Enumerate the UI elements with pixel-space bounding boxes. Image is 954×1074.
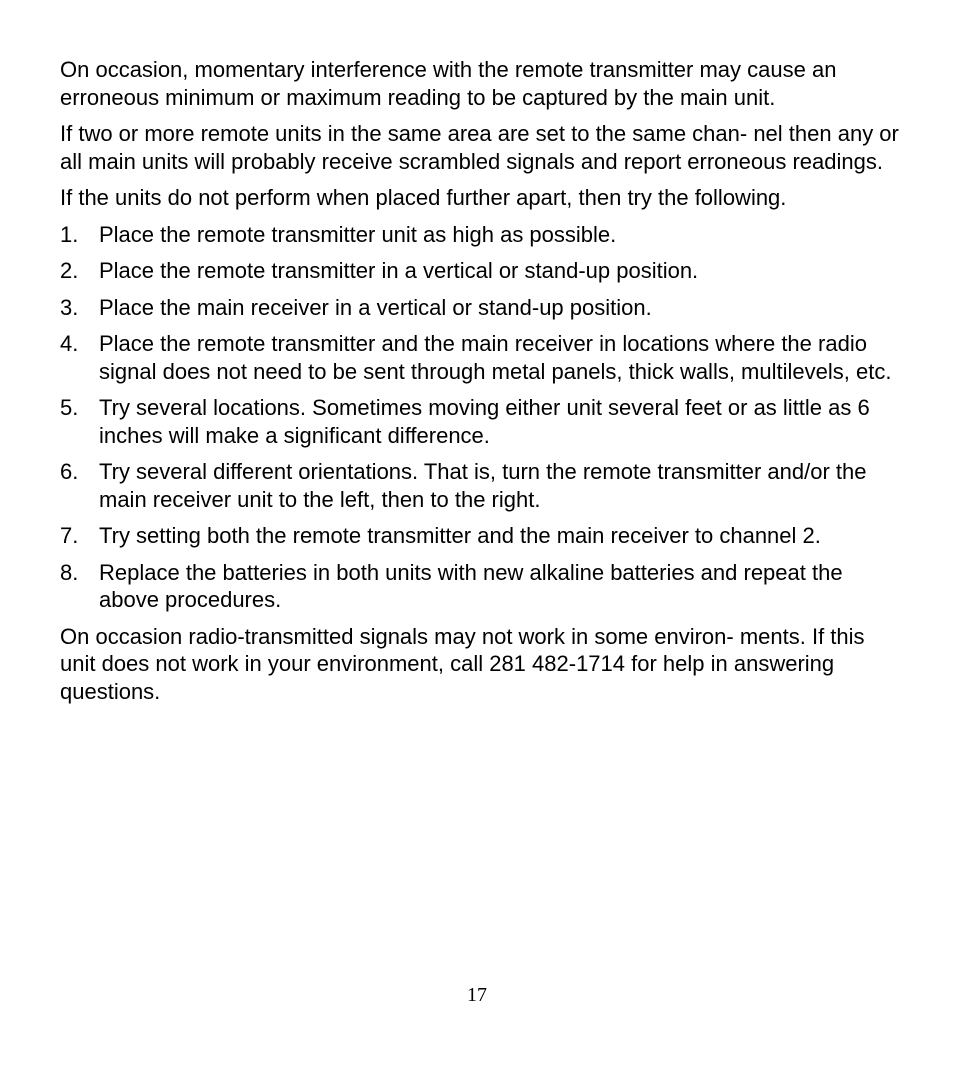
step-text: Replace the batteries in both units with new alkaline batteries and repeat the above procedures. [99,559,843,612]
troubleshooting-steps [60,221,900,614]
step-text: Place the remote transmitter unit as high as possible. [99,221,617,247]
step-number: 4. [60,331,79,356]
step-text: Place the remote transmitter and the main receiver in locations where the radio signal does not need to be sent through metal panels, thick walls, multilevels, etc. [99,331,892,384]
page-body [60,56,900,714]
step-number: 8. [60,559,79,585]
step-number: 1. [60,221,79,247]
step-text: Place the main receiver in a vertical or stand-up position. [99,294,652,320]
step-number: 3. [60,294,79,320]
step-number: 2. [60,258,79,283]
step-item [60,458,900,513]
paragraph-interference: On occasion, momentary interference with the remote transmitter may cause an erroneous minimum or maximum reading to be captured by the main unit. [60,57,837,110]
paragraph-help-contact: On occasion radio-transmitted signals may not work in some environ- ments. If this unit does not work in your environment, call 281 482-1714 for help in answering questions. [60,623,865,704]
step-number: 6. [60,459,79,484]
step-text: Try setting both the remote transmitter and the main receiver to channel 2. [99,523,821,548]
step-text: Place the remote transmitter in a vertical or stand-up position. [99,258,699,283]
step-item [60,330,900,385]
step-item [60,221,900,249]
step-number: 7. [60,523,79,548]
step-item [60,559,900,614]
page-number: 17 [467,984,487,1006]
step-text: Try several locations. Sometimes moving either unit several feet or as little as 6 inches will make a significant difference. [99,395,870,448]
step-item [60,294,900,322]
step-item [60,522,900,550]
paragraph-same-channel: If two or more remote units in the same area are set to the same chan- nel then any or all main units will probably receive scrambled signals and report erroneous readings. [60,121,899,174]
step-text: Try several different orientations. That is, turn the remote transmitter and/or the main receiver unit to the left, then to the right. [99,459,867,512]
step-number: 5. [60,395,79,420]
step-item [60,394,900,449]
step-item [60,257,900,285]
paragraph-try-following: If the units do not perform when placed further apart, then try the following. [60,185,787,210]
